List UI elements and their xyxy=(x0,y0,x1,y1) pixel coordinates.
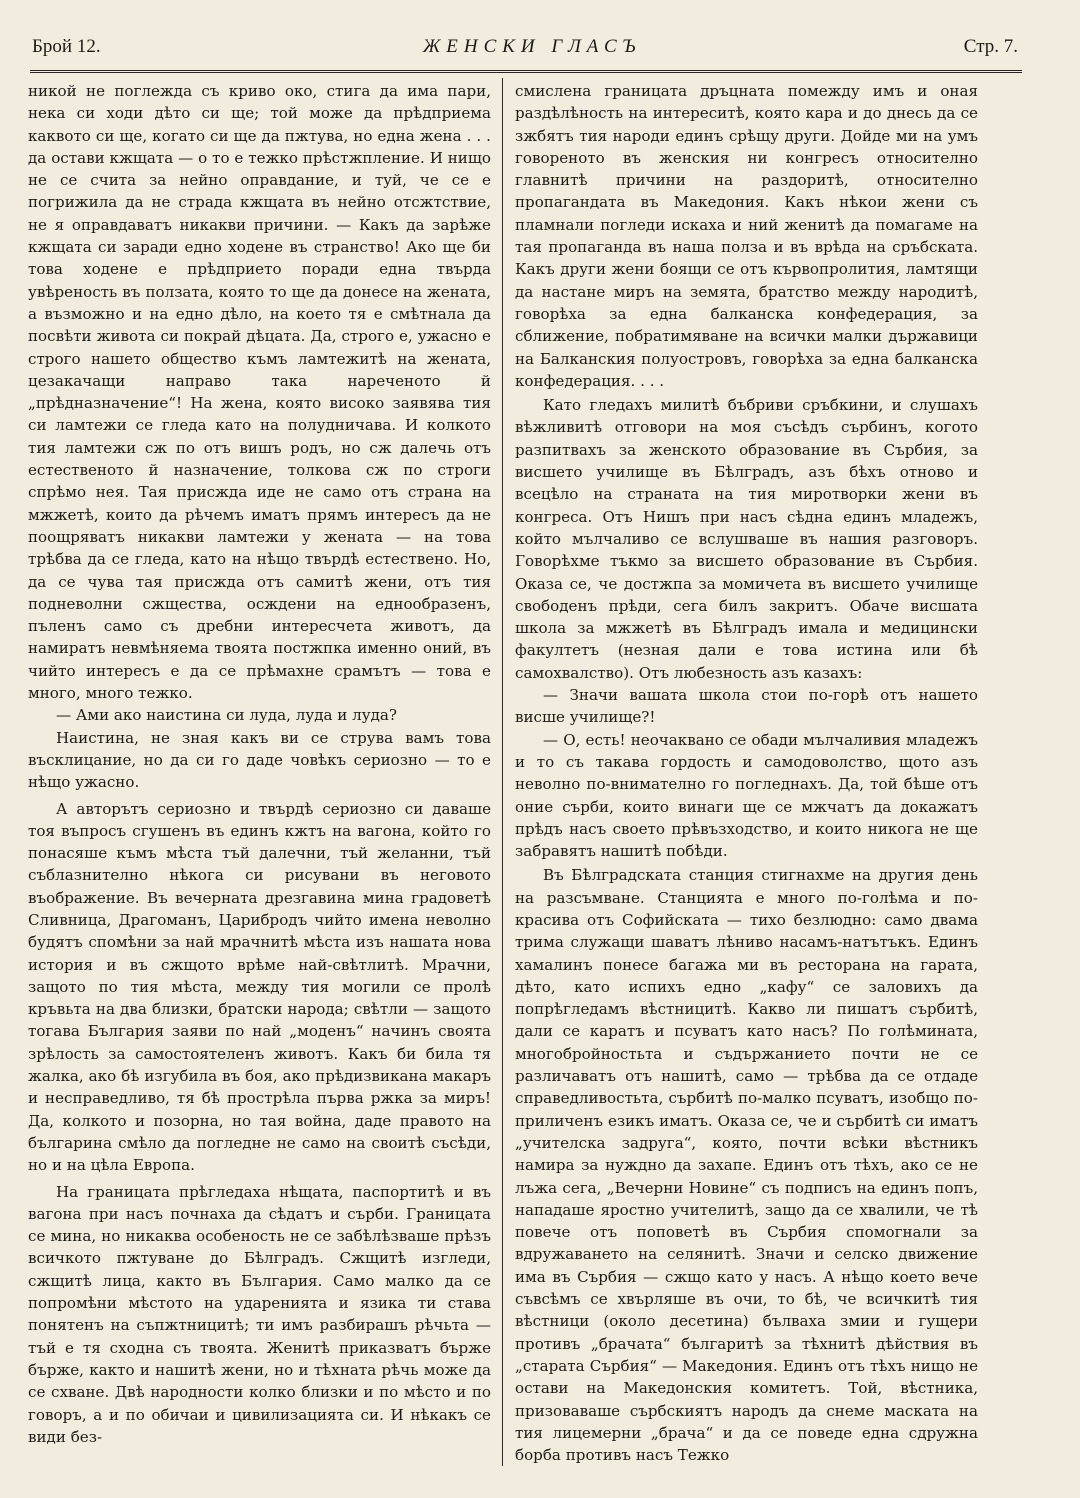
paragraph: никой не поглежда съ криво око, стига да има пари, нека си ходи дѣто си ще; той може да прѣдприема каквото си ще, когато си ще да пжтува, но една жена . . . да остави кжщата — о то е тежко прѣстжпление. И нищо не се счита за нейно оправдание, и туй, че се е погрижила да не страда кжщата въ нейно отсжтствие, не я оправдаватъ никакви причини. — Какъ да зарѣже кжщата си заради едно ходене въ странство! Ако ще би това ходене е прѣдприето поради една твърда увѣреность въ ползата, която то ще да донесе на жената, а възможно и на едно дѣло, на което тя е смѣтнала да посвѣти живота си покрай дѣцата. Да, строго е, ужасно е строго нашето общество къмъ ламтежитѣ на жената, цезакачащи направо така нареченото й „прѣдназначение“! На жена, която високо заявява тия си ламтежи се гледа като на полудничава. И колкото тия ламтежи сж по отъ вишъ родъ, но сж далечь отъ естественото й назначение, толкова сж по строги спрѣмо нея. Тая присжда иде не само отъ страна на мжжетѣ, които да рѣчемъ иматъ прямъ интересъ да не поощряватъ никакви ламтежи у жената — на това трѣбва да се гледа, като на нѣщо твърдѣ естествено. Но, да се чува тая присжда отъ самитѣ жени, отъ тия подневолни сжщества, осждени на еднообразенъ, пъленъ само съ дребни интересчета животъ, да намиратъ невмѣняема твоята постжпка именно оний, въ чийто интересъ е да се прѣмахне срамътъ — това е много, много тежко. xyxy=(28,82,491,703)
paragraph: На границата прѣгледаха нѣщата, паспортитѣ и въ вагона при насъ почнаха да сѣдатъ и сърби. Границата се мина, но никаква особеность не се забѣлѣзваше прѣзъ всичкото пжтуване до Бѣлградъ. Сжщитѣ изгледи, сжщитѣ лица, както въ България. Само малко да се попромѣни мѣстото на ударенията и язика ти става понятенъ на съпжтницитѣ; ти имъ разбирашъ рѣчьта — тъй е тя сходна съ твоята. Женитѣ приказватъ бърже бърже, както и нашитѣ жени, но и тѣхната рѣчь може да се схване. Двѣ народности колко близки и по мѣсто и по говоръ, а и по обичаи и цивилизацията си. И нѣкакъ се види без- xyxy=(28,1182,491,1446)
right-column xyxy=(515,80,978,1466)
paragraph: — Значи вашата школа стои по-горѣ отъ нашето висше училище?! xyxy=(515,686,978,727)
left-column xyxy=(28,80,491,1448)
paragraph: — Ами ако наистина си луда, луда и луда? xyxy=(56,706,398,725)
paragraph: — О, есть! неочаквано се обади мълчаливия младежъ и то съ такава гордость и самодоволство, щото азъ неволно по-внимателно го погледнахъ. Да, той бѣше отъ оние сърби, които винаги ще се мжчатъ да докажатъ прѣдъ насъ своето прѣвъзходство, и които никога не ще забравятъ нашитѣ побѣди. xyxy=(515,730,978,861)
column-divider xyxy=(502,78,503,1466)
header-rule xyxy=(30,70,1022,76)
page-header xyxy=(32,30,1018,64)
paragraph: А авторътъ сериозно и твърдѣ сериозно си даваше тоя въпросъ сгушенъ въ единъ кжтъ на вагона, който го понасяше къмъ мѣста тъй далечни, тъй желанни, тъй съблазнително нѣкога си рисувани въ неговото въображение. Въ вечерната дрезгавина мина градоветѣ Сливница, Драгоманъ, Царибродъ чийто имена неволно будятъ спомѣни за най мрачнитѣ мѣста изъ нашата нова история и въ сжщото врѣме най-свѣтлитѣ. Мрачни, защото по тия мѣста, между тия могили се пролѣ кръвьта на два близки, братски народа; свѣтли — защото тогава България заяви по най „моденъ“ начинъ своята зрѣлость за самостоятеленъ животъ. Какъ би била тя жалка, ако бѣ изгубила въ боя, ако прѣдизвикана макаръ и несправедливо, тя бѣ прострѣла първа ржка за миръ! Да, колкото и позорна, но тая война, даде правото на българина смѣло да погледне не само на своитѣ съсѣди, но и на цѣла Европа. xyxy=(28,799,491,1175)
page-number: Стр. 7. xyxy=(963,36,1018,57)
paragraph: Като гледахъ милитѣ бъбриви сръбкини, и слушахъ вѣжливитѣ отговори на моя съсѣдъ сърбинъ, когото разпитвахъ за женското образование въ Сърбия, за висшето училище въ Бѣлградъ, азъ бѣхъ отново и всецѣло на страната на тия миротворки жени въ конгреса. Отъ Нишъ при насъ сѣдна единъ младежъ, който мълчаливо се вслушваше въ нашия разговоръ. Говорѣхме тъкмо за висшето образование въ Сърбия. Оказа се, че достжпа за момичета въ висшето училище свободенъ прѣди, сега билъ закритъ. Обаче висшата школа за мжжетѣ въ Бѣлградъ имала и медицински факултетъ (незная дали е това истина или бѣ самохвалство). Отъ любезность азъ казахъ: xyxy=(515,396,978,682)
paragraph: Въ Бѣлградската станция стигнахме на другия день на разсъмване. Станцията е много по-голѣма и по-красива отъ Софийската — тихо безлюдно: само двама трима служащи шаватъ лѣниво насамъ-натътъкъ. Единъ хамалинъ понесе багажа ми въ ресторана на гарата, дѣто, като испихъ едно „кафу“ се заловихъ да попрѣгледамъ вѣстницитѣ. Какво ли пишатъ сърбитѣ, дали се каратъ и псуватъ като насъ? По голѣмината, многобройностьта и съдържанието почти не се различаватъ отъ нашитѣ, само — трѣбва да се отдаде справедливостьта, сърбитѣ по-малко псуватъ, изобщо по-приличенъ езикъ иматъ. Оказа се, че и сърбитѣ си иматъ „учителска задруга“, която, почти всѣки вѣстникъ намира за нуждно да захапе. Единъ отъ тѣхъ, ако се не лъжа сега, „Вечерни Новине“ съ подписъ на единъ попъ, нападаше яростно учителитѣ, защо да се хвалили, че тѣ повече отъ поповетѣ въ Сърбия спомогнали за вдружаването на селянитѣ. Значи и селско движение има въ Сърбия — сжщо като у насъ. А нѣщо което вече съвсѣмъ се хвърляше въ очи, то бѣ, че всичкитѣ тия вѣстници (около десетина) бълваха змии и гущери противъ „брачата“ българитѣ за тѣхнитѣ дѣйствия въ „старата Сърбия“ — Македония. Единъ отъ тѣхъ нищо не остави на Македонския комитетъ. Той, вѣстника, призоваваше сърбскиятъ народъ да снеме маската на тия лицемерни „брача“ и да се поведе една сдружна борба противъ насъ Тежко xyxy=(515,866,978,1465)
paragraph: Наистина, не зная какъ ви се струва вамъ това въсклицание, но да си го даде човѣкъ сериозно — то е нѣщо ужасно. xyxy=(28,728,491,792)
paragraph: смислена границата дръцната помежду имъ и оная раздѣлѣность на интереситѣ, която кара и до днесь да се зжбятъ тия народи единъ срѣщу други. Дойде ми на умъ говореното въ женския ни конгресъ относително главнитѣ причини на раздоритѣ, относително пропагандата въ Македония. Какъ нѣкои жени съ пламнали погледи искаха и ний женитѣ да помагаме на тая пропаганда въ наша полза и въ врѣда на сръбската. Какъ други жени боящи се отъ кървопролития, ламтящи да настане миръ на земята, братство между народитѣ, говорѣха за една балканска конфедерация, за сближение, побратимяване на всички малки държавици на Балканския полуостровъ, говорѣха за една балканска конфедерация. . . . xyxy=(515,82,978,390)
newspaper-title: ЖЕНСКИ ГЛАСЪ xyxy=(422,36,642,57)
issue-number: Брой 12. xyxy=(32,36,101,57)
